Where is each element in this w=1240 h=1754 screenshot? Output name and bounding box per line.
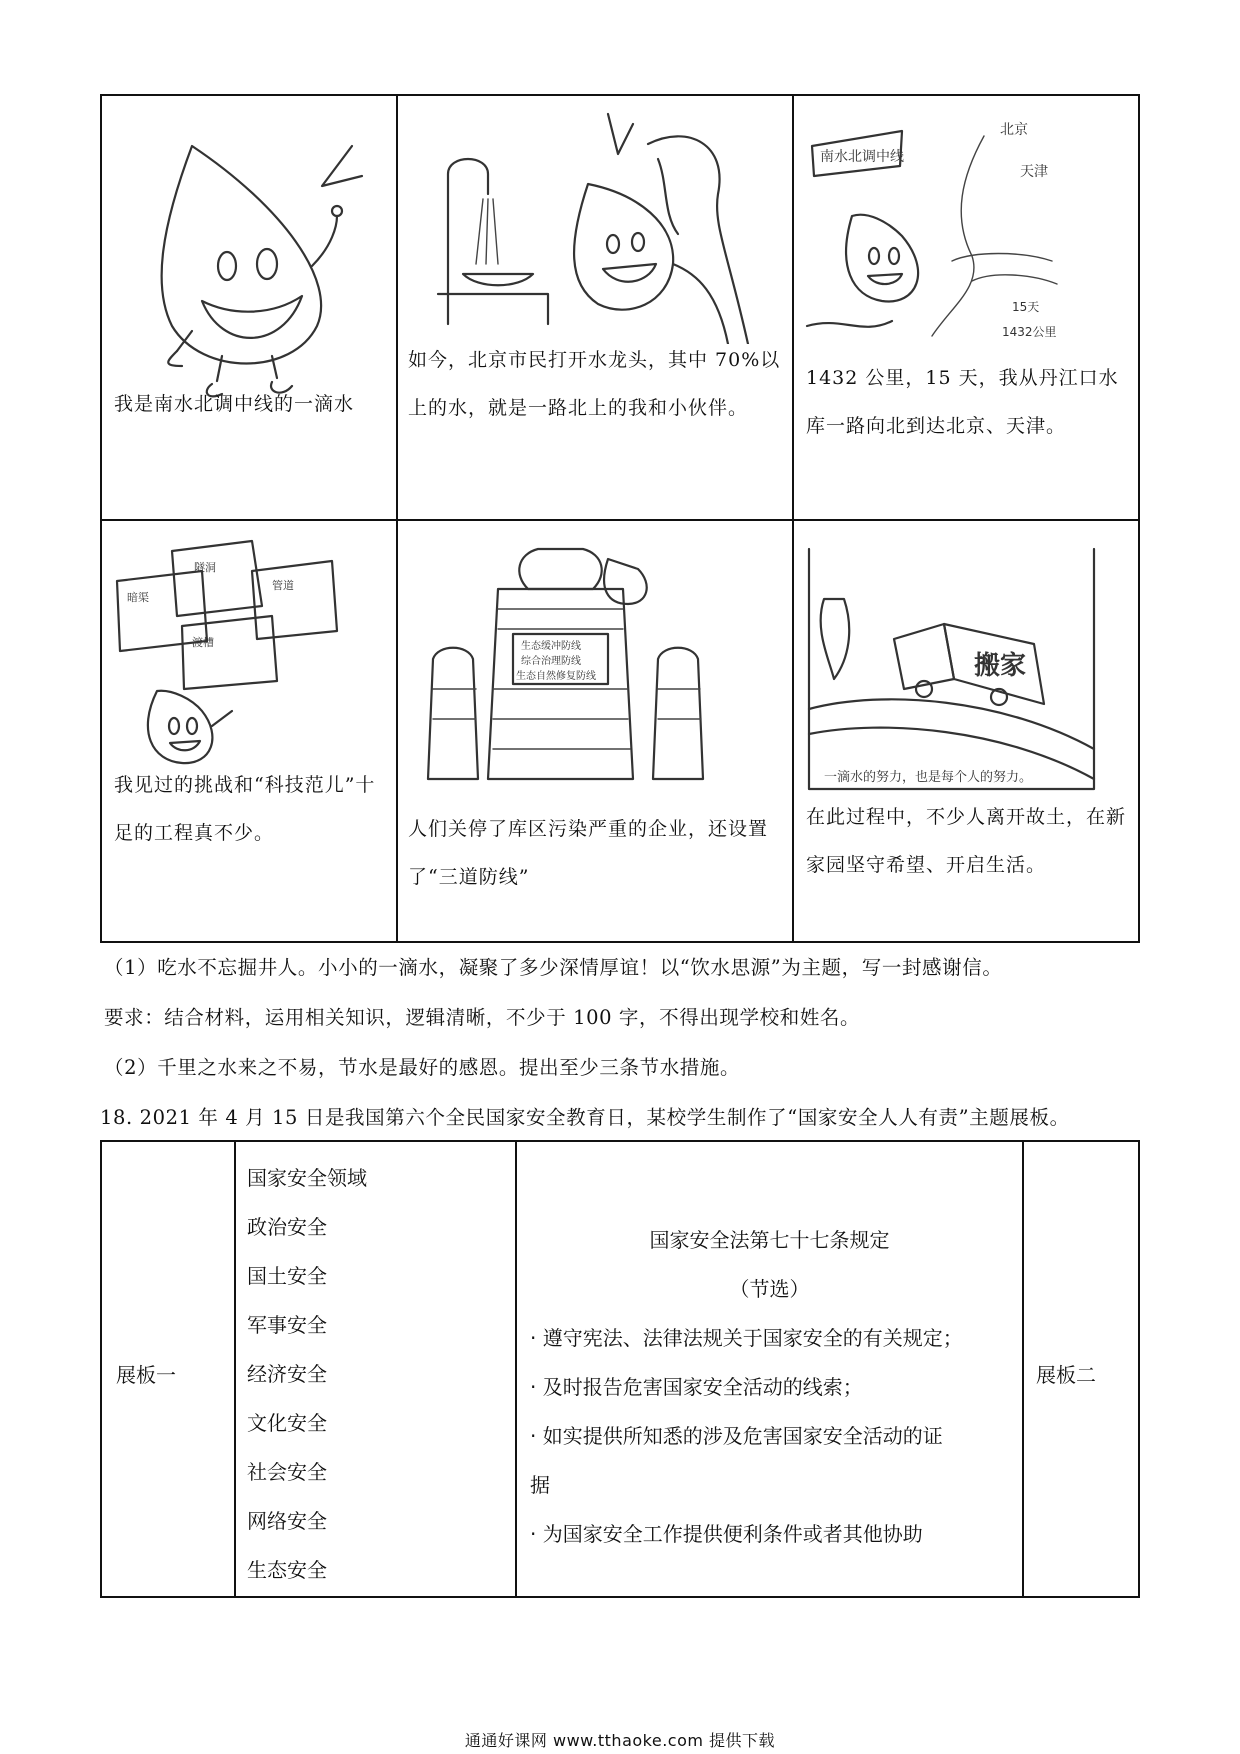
route-map-illustration (802, 106, 1132, 356)
panel-caption: 我是南水北调中线的一滴水 (114, 393, 355, 415)
comic-panel-3 (794, 96, 1140, 519)
water-drop-illustration (122, 116, 382, 416)
law-item: · 及时报告危害国家安全活动的线索； (530, 1375, 863, 1399)
security-domain-item: 经济安全 (247, 1362, 327, 1386)
panel-caption: 如今，北京市民打开水龙头，其中 70%以上的水，就是一路北上的我和小伙伴。 (408, 349, 781, 419)
question-2-prompt: （2）千里之水来之不易，节水是最好的感恩。提出至少三条节水措施。 (104, 1056, 741, 1079)
map-city-label: 北京 (1000, 122, 1028, 138)
map-distance-label: 1432公里 (1002, 325, 1057, 339)
page-footer: 通通好课网 www.tthaoke.com 提供下载 (464, 1731, 776, 1750)
security-domain-item: 生态安全 (247, 1558, 327, 1582)
relocation-truck-illustration (804, 539, 1134, 794)
security-domain-item: 文化安全 (247, 1411, 327, 1435)
defense-line-label: 综合治理防线 (521, 656, 581, 667)
slogan-label: 一滴水的努力，也是每个人的努力。 (824, 770, 1033, 785)
table-divider (234, 1142, 236, 1596)
law-item: · 为国家安全工作提供便利条件或者其他协助 (530, 1522, 923, 1546)
question-1-prompt: （1）吃水不忘掘井人。小小的一滴水，凝聚了多少深情厚谊！以“饮水思源”为主题，写一封感谢信。 (104, 956, 1003, 979)
security-domains-heading: 国家安全领域 (247, 1166, 367, 1190)
map-banner-label: 南水北调中线 (820, 149, 904, 165)
question-18-prompt: 18. 2021 年 4 月 15 日是我国第六个全民国家安全教育日，某校学生制作了“国家安全人人有责”主题展板。 (100, 1106, 1070, 1129)
law-item: · 遵守宪法、法律法规关于国家安全的有关规定； (530, 1326, 963, 1350)
defense-line-label: 生态缓冲防线 (521, 641, 581, 652)
law-subtitle: （节选） (729, 1277, 810, 1301)
comic-panel-5 (398, 521, 792, 943)
table-divider (515, 1142, 517, 1596)
comic-panel-6 (794, 521, 1140, 943)
three-defense-lines-illustration (418, 529, 778, 794)
comic-grid (100, 94, 1140, 943)
exhibit-board-table (100, 1140, 1140, 1598)
engineering-label: 暗渠 (127, 591, 149, 604)
comic-panel-4 (102, 521, 396, 943)
law-title: 国家安全法第七十七条规定 (649, 1228, 890, 1252)
comic-panel-2 (398, 96, 792, 519)
security-domain-item: 社会安全 (247, 1460, 327, 1484)
security-domain-item: 网络安全 (247, 1509, 327, 1533)
map-city-label: 天津 (1020, 164, 1048, 180)
panel-caption: 人们关停了库区污染严重的企业，还设置了“三道防线” (408, 818, 769, 888)
table-divider (1022, 1142, 1024, 1596)
defense-line-label: 生态自然修复防线 (516, 671, 596, 682)
security-domain-item: 国土安全 (247, 1264, 327, 1288)
engineering-label: 隧洞 (194, 561, 216, 574)
board-two-label: 展板二 (1036, 1363, 1096, 1387)
comic-panel-1 (102, 96, 396, 519)
question-1-requirements: 要求：结合材料，运用相关知识，逻辑清晰，不少于 100 字，不得出现学校和姓名。 (104, 1006, 861, 1029)
board-one-label: 展板一 (116, 1363, 176, 1387)
panel-caption: 我见过的挑战和“科技范儿”十足的工程真不少。 (114, 774, 376, 844)
law-item: · 如实提供所知悉的涉及危害国家安全活动的证 (530, 1424, 943, 1448)
truck-label: 搬家 (974, 651, 1027, 681)
panel-caption: 1432 公里，15 天，我从丹江口水库一路向北到达北京、天津。 (806, 367, 1119, 437)
engineering-illustration (112, 531, 387, 771)
engineering-label: 渡槽 (192, 636, 214, 649)
panel-caption: 在此过程中，不少人离开故土，在新家园坚守希望、开启生活。 (806, 806, 1127, 876)
faucet-hug-illustration (418, 104, 778, 344)
map-days-label: 15天 (1012, 300, 1040, 314)
security-domain-item: 政治安全 (247, 1215, 327, 1239)
security-domain-item: 军事安全 (247, 1313, 327, 1337)
law-item-continuation: 据 (530, 1473, 550, 1497)
engineering-label: 管道 (272, 579, 294, 592)
